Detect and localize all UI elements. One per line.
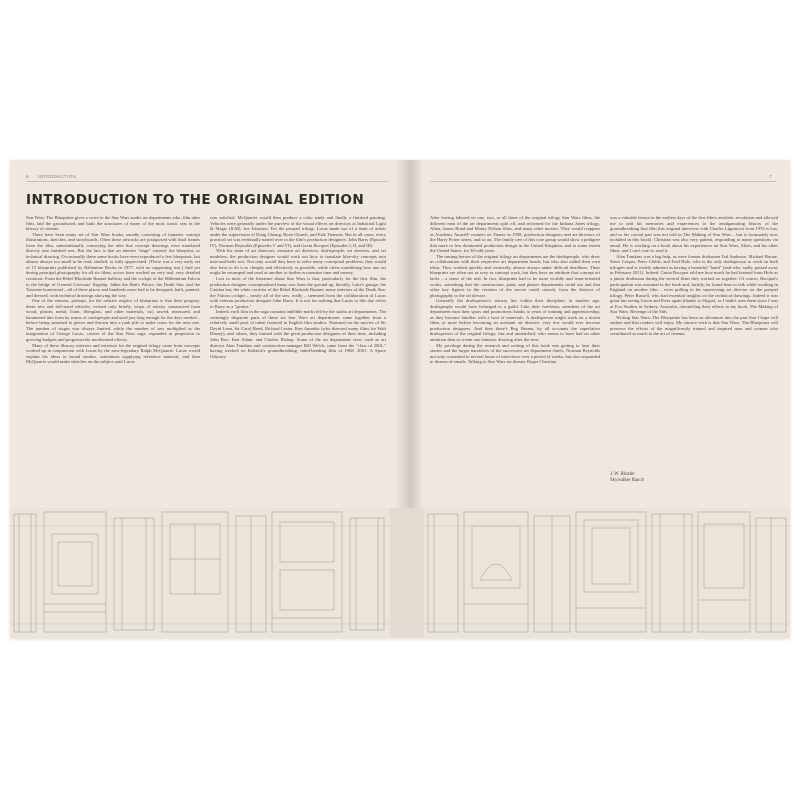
author-signoff [610,472,644,484]
paragraph: My privilege during the research and writing of this book was getting to hear their stories and the larger narratives of the successive art department chiefs. Norman Reynolds not only consented to several hours of interviews over a period of weeks, but also responded to dozens of emails. Talking to Star Wars set dresser Roger Christian [430,342,600,365]
text-column-3 [430,215,600,463]
paragraph: Alan Tomkins was a big help, as were former draftsmen Ted Ambrose, Michael Boone, Steve Cooper, Peter Childs, and Fred Hole, who is the only draftsperson to work on both trilogies and is widely admired as having a beautiful "hand" (and who, sadly, passed away in February 2011). Indeed, Gavin Bocquet told me how much he had learned from Hole as a junior draftsman during the several films they worked on together. Of course, Bocquet's participation was essential to the book and, luckily, he found time to talk while working in England on another film – even pulling in his supervising art director on the prequel trilogy, Peter Russell, who had essential insights on the technical drawings. Indeed it was great fun seeing Gavin and Peter again (thanks to Skype), as I hadn't seen them since I was at Fox Studios in Sydney, Australia, chronicling their efforts in my book, The Making of Star Wars: Revenge of the Sith. [610,253,778,315]
paragraph: Generally the draftsperson's artistry lies within their discipline: in another age, draftspeople would have belonged to a guild. Like their forebears, members of the art department earn their spurs and promotions thanks to years of training and apprenticeship; as they become familiar with a host of materials. A draftsperson might work on a dozen films or more before becoming an assistant art director; very few would ever become production designers. And then there's Reg Bream, by all accounts the superlative draftsperson of the original trilogy, fast and unmatched, who seems to have had no other ambition than to create one fantastic drawing after the next. [430,298,600,343]
paragraph: Many of these illusory interiors and exteriors for the original trilogy came from concepts worked up in conjunction with Lucas by the now-legendary Ralph McQuarrie. Lucas would explain his ideas in broad strokes, sometimes supplying reference material, and then McQuarrie would make sketches on the subject until Lucas [26,342,200,365]
paragraph: was satisfied. McQuarrie would then produce a color study and finally a finished painting. Vehicles were generally under the purview of the visual effects art directors at Industrial Light & Magic (ILM), Joe Johnston. For the prequel trilogy, Lucas made use of a team of artists under the supervision of Doug Chiang, Ryan Church, and Erik Tiemens. But in all cases, every practical set was eventually turned over to the film's production designers: John Barry (Episode IV), Norman Reynolds (Episodes V and VI), and Gavin Bocquet (Episodes I, II, and III). [210,215,386,248]
paragraph: Writing Star Wars: The Blueprints has been an adventure into the past that I hope will endure and that readers will enjoy. My sincere wish is that Star Wars: The Blueprints will preserve the efforts of the magnificently trained and inspired men and women who contributed so much to the art of cinema. [610,314,778,337]
header-rule-left [26,181,388,182]
page-title: INTRODUCTION TO THE ORIGINAL EDITION [26,192,365,208]
paragraph: The unsung heroes of the original trilogy art departments are the draftspeople, who drew in collaboration with their respective art department heads, but who also added their own ideas. They worked quickly and creatively, almost always under difficult deadlines. Their blueprints are often not as sexy as concept work, but they have an attribute that concept art lacks – a sense of the real. In fact, blueprints had to be more worldly and team-oriented works, something that the construction, paint, and plaster departments could use and that other key figures in the creation of the movie could consult, from the director of photography to the set dresser. [430,253,600,298]
header-rule-right [430,181,776,182]
right-page-number: 7 [769,174,772,179]
paragraph: Lost in most of the literature about Star Wars is that, particularly for the first film, the production designer conceptualized many sets from the ground up, literally. Luke's garage, the Cantina bar, the white corridor of the Rebel Blockade Runner, many interiors of the Death Star, the Falcon cockpit – nearly all of the sets, really – stemmed from the collaboration of Lucas with veteran production designer John Barry. It is not for nothing that Lucas to this day refers to Barry as a "genius." [210,276,386,309]
paragraph: One of the reasons, perhaps, for the relative neglect of blueprints is that their progeny, these sets and full-sized vehicles, existed only briefly, wisps of artistry constructed from wood, plaster, metal, foam, fiberglass, and other materials, cut, sawed, measured, and hammered into form by teams of craftspeople and used just long enough for the days needed – before being smashed to pieces and thrown into a junk pile to make room for the next one. The number of stages was always limited, while the number of sets multiplied as the imagination of George Lucas, creator of the Star Wars saga, expanded in proportion to growing budgets and progressively modernized effects. [26,298,200,343]
text-column-1 [26,215,200,507]
author-name: J. W. Rinzler [610,472,635,477]
paragraph: was a valuable lesson in the earliest days of the first film's aesthetic revolution and allowed me to add his memories and experiences to the amalgamating history of the groundbreaking first film (his original interview with Charles Lippincott from 1976 is lost, and so his crucial part was not told in The Making of Star Wars – but is fortunately now included in this book). Christian was also very patient, responding to many questions via email. He is working on a book about his experiences on Star Wars, Alien, and his other films, and I can't wait to read it. [610,215,778,254]
paragraph: With his team of art directors, assistant art directors, draftspeople, set dressers, and set modelers, the production designer would work out how to translate blue-sky concepts into nuts-and-bolts sets. Not only would they have to solve many conceptual problems, they would also have to do it as cheaply and effectively as possible, while often considering how one set might be revamped and used as another to further economize time and money. [210,248,386,276]
paragraph: There have been many art of Star Wars books, usually consisting of fantastic concept illustrations, sketches, and storyboards. Often these artworks are juxtaposed with final frames from the film, unintentionally conveying the idea that concept drawings were translated directly into finished sets. But the fact is that an interim "stage" existed: the blueprint, or technical drawing. Occasionally these same books have even reproduced a few blueprints, but almost always too small to be read, studied, or fully appreciated. (There was a very early set of 15 blueprints published by Ballantine Books in 1977, with no supporting text.) And yet during principal photography for all six films, actors have worked on very real, very detailed creations. From the Rebel Blockade Runner hallway and the cockpit of the Millennium Falcon to the bridge of General Grievous' flagship, Jabba the Hutt's Palace, the Death Star, and the Tatooine homestead – all of these places and hundreds more had to be designed, built, painted, and dressed, with technical drawings showing the way. [26,231,200,298]
text-column-2 [210,215,386,507]
author-location: Skywalker Ranch [610,478,644,484]
paragraph: Indeed, each film in the saga contains indelible marks left by the studio art departments. The seemingly disparate parts of these six Star Wars art departments came together from a relatively small pool of talent fostered in English film studios. Nurtured on the movies of Sir David Lean, Sir Carol Reed, Richard Lester, Ken Annakin (who directed many films for Walt Disney), and others, they trained with the great production designers of their time, including John Box, Ken Adam, and Charles Bishop. Some of the art department crew, such as art director Alan Tomkins and construction manager Bill Welch, came from the "class of 2001," having worked on Kubrick's groundbreaking, mind-bending film of 1968, 2001: A Space Odyssey. [210,309,386,359]
left-page-number: 6 [26,174,29,179]
paragraph: After having labored on one, two, or all three of the original trilogy Star Wars films, the different men of the art departments split off, and reformed for the Indiana Jones trilogy, Alien, James Bond and Monty Python films, and many other movies. They would reappear as Academy Award® winners on Titanic in 1998, production designers and art directors of the Harry Potter series, and so on. The family tree of this core group would show a pedigree that more or less dominated production design in the United Kingdom, and to some extent the United States, for 30-odd years. [430,215,600,254]
running-head-section: INTRODUCTION [38,174,77,179]
text-column-4 [610,215,778,463]
blueprint-drawing [10,508,790,638]
paragraph: Star Wars: The Blueprints gives a voice to the Star Wars studio art departments who, film after film, laid the groundwork and built the structures of many of the most iconic sets in the history of cinema. [26,215,200,232]
blueprint-illustration-strip [10,508,790,638]
book-spread [10,160,790,638]
